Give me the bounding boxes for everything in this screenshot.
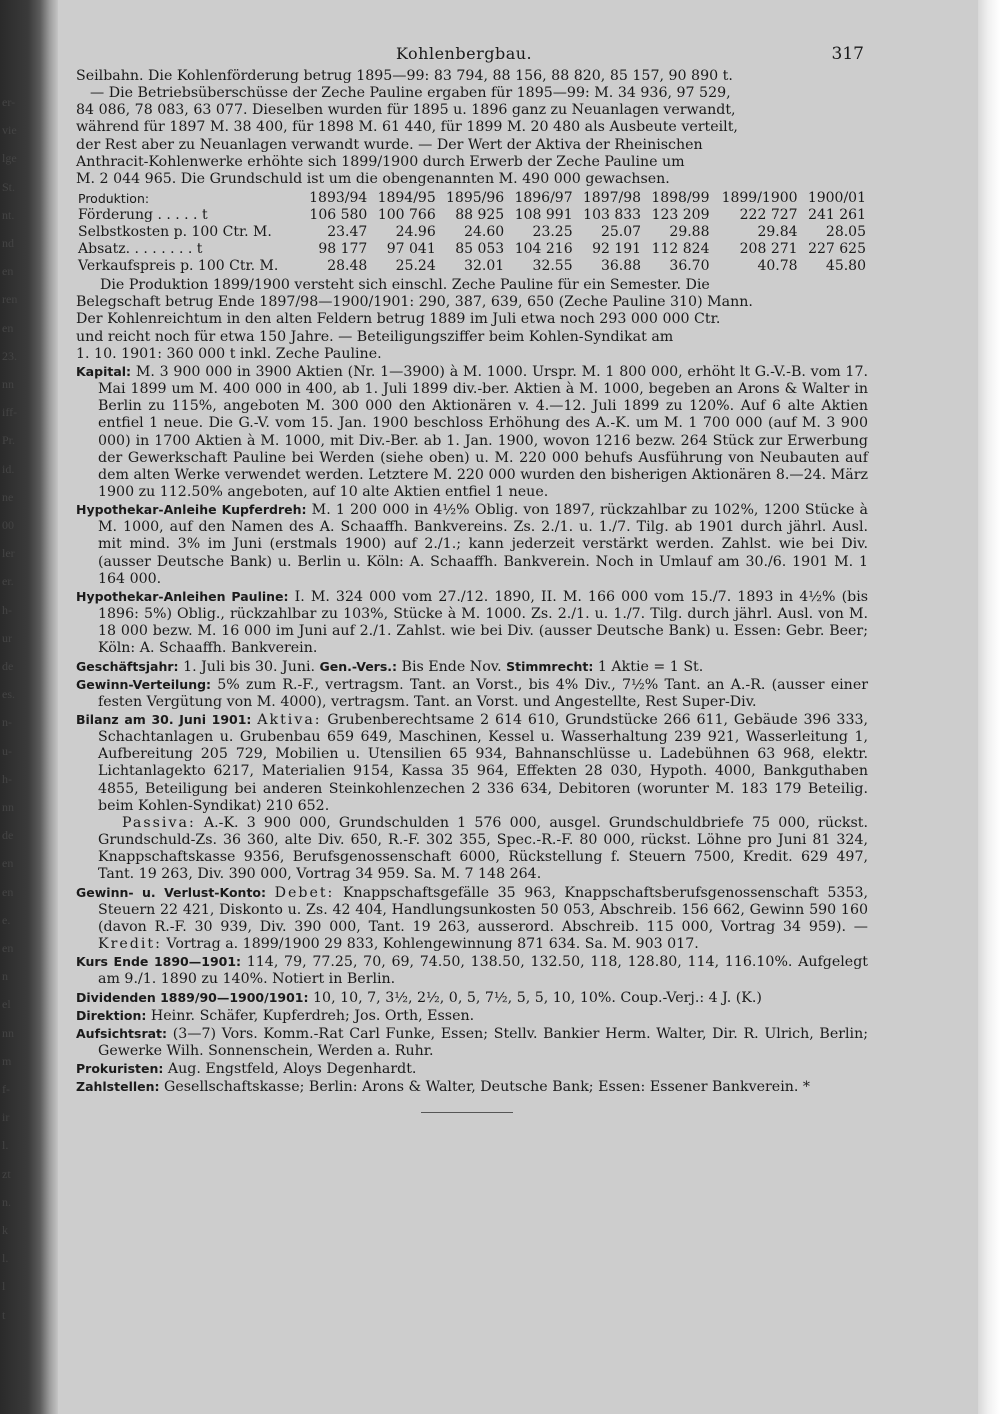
margin-fragment: de	[2, 659, 14, 673]
anleihe-kupferdreh-heading: Hypothekar-Anleihe Kupferdreh:	[76, 502, 307, 518]
table-row	[76, 258, 868, 275]
text-line: Der Kohlenreichtum in den alten Feldern betrug 1889 im Juli etwa noch 293 000 000 Ctr.	[76, 311, 721, 328]
kapital-section	[76, 363, 868, 501]
table-cell: 29.84	[757, 224, 798, 241]
margin-fragment: en	[2, 856, 14, 871]
geschaeftsjahr-section	[76, 658, 868, 676]
dividenden-heading: Dividenden 1889/90—1900/1901:	[76, 989, 309, 1005]
row-label: Verkaufspreis p. 100 Ctr. M.	[78, 258, 279, 275]
direktion-text: Heinr. Schäfer, Kupferdreh; Jos. Orth, Essen.	[150, 1007, 475, 1024]
text-line: M. 2 044 965. Die Grundschuld ist um die obengenannten M. 490 000 gewachsen.	[76, 170, 670, 187]
text-line: Belegschaft betrug Ende 1897/98—1900/1901: 290, 387, 639, 650 (Zeche Pauline 310) Mann.	[76, 294, 753, 311]
geschaeftsjahr-heading: Geschäftsjahr:	[76, 658, 179, 674]
margin-fragment: ir	[2, 1110, 10, 1125]
table-cell: 32.55	[532, 258, 573, 275]
table-cell: 100 766	[377, 207, 436, 224]
table-cell: 23.25	[532, 224, 573, 241]
debet-label: Debet:	[274, 884, 335, 901]
aufsichtsrat-section	[76, 1025, 868, 1060]
stimmrecht-heading: Stimmrecht:	[506, 658, 594, 674]
column-header: 1900/01	[807, 190, 866, 207]
table-cell: 40.78	[757, 258, 798, 275]
table-cell: 108 991	[514, 207, 573, 224]
kapital-text: M. 3 900 000 in 3900 Aktien (Nr. 1—3900) à M. 1000. Urspr. M. 1 800 000, erhöht lt G.-V.-B. vom 17. Mai 1899 um M. 400 000 in 400, ab 1. Juli 1899 div.-ber. Aktien à M. 1000, begeben an Arons & Walter in Berlin zu 115%, angeboten M. 300 000 den Aktionären v. 4.—12. Juli 1899 zu 120%. Auf 6 alte Aktien entfiel 1 neue. Die G.-V. vom 15. Jan. 1900 beschloss Erhöhung des A.-K. um M. 1 700 000 (auf M. 3 900 000) in 1700 Aktien à M. 1000, mit Div.-Ber. ab 1. Jan. 1900, wovon 1216 bezw. 264 Stück zur Erwerbung der Gewerkschaft Pauline bei Werden (siehe oben) u. M. 220 000 behufs Ausführung von Neubauten auf dem alten Werke verwendet werden. Letztere M. 220 000 wurden den bisherigen Aktionären 8.—24. März 1900 zu 112.50% angeboten, auf 10 alte Aktien entfiel 1 neue.	[98, 363, 868, 500]
table-cell: 24.96	[395, 224, 436, 241]
margin-fragment: Pr.	[2, 433, 16, 448]
kurs-heading: Kurs Ende 1890—1901:	[76, 954, 242, 970]
page-edge	[978, 0, 1000, 1414]
text-line: — Die Betriebsüberschüsse der Zeche Pauline ergaben für 1895—99: M. 34 936, 97 529,	[90, 85, 731, 102]
margin-fragment: el	[2, 997, 11, 1012]
table-row	[76, 224, 868, 241]
aktiva-label: Aktiva:	[257, 712, 322, 728]
margin-fragment: nd	[2, 236, 14, 250]
margin-fragment: ne	[2, 489, 14, 504]
margin-fragment: en	[2, 884, 14, 899]
gewinn-verlust-heading: Gewinn- u. Verlust-Konto:	[76, 884, 267, 900]
prokuristen-heading: Prokuristen:	[76, 1061, 164, 1077]
margin-fragment: k	[2, 1223, 8, 1237]
row-label: Förderung . . . . . t	[78, 207, 208, 224]
bilanz-heading: Bilanz am 30. Juni 1901:	[76, 712, 252, 727]
margin-fragment: nn	[2, 800, 14, 814]
table-cell: 97 041	[386, 241, 436, 258]
production-table	[76, 190, 868, 275]
anleihen-pauline-section	[76, 588, 868, 658]
text-line: 1. 10. 1901: 360 000 t inkl. Zeche Pauline.	[76, 345, 382, 362]
aktiva-text: Grubenberechtsame 2 614 610, Grundstücke 266 611, Gebäude 396 333, Schachtanlagen u. Grubenbau 659 649, Maschinen, Kessel u. Wasserhaltung 239 921, Wasserleitung 1, Aufbereitung 205 729, Mobilien u. Utensilien 65 934, Bahnanschlüsse u. Ladebühnen 63 968, elektr. Lichtanlagekto 6217, Materialien 9154, Kassa 35 964, Effekten 28 030, Hypoth. 4000, Bankguthaben 4855, Beteiligung bei anderen Steinkohlenzechen 2 336 634, Debitoren (worunter M. 183 179 Beteilig. beim Kohlen-Syndikat) 210 652.	[98, 712, 869, 814]
table-cell: 36.88	[600, 258, 642, 275]
table-cell: 241 261	[808, 207, 866, 224]
anleihen-pauline-text: I. M. 324 000 vom 27./12. 1890, II. M. 166 000 vom 15./7. 1893 in 4½% (bis 1896: 5%) Oblig., rückzahlbar zu 103%, Stücke à M. 1000. Zs. 2./1. u. 1./7. Tilg. durch jährl. Ausl. von M. 18 000 bezw. M. 16 000 im Juni auf 2./1. Zahlst. wie bei Div. (ausser Deutsche Bank) u. Essen: Gebr. Beer; Köln: A. Schaaffh. Bankverein.	[98, 588, 869, 657]
aufsichtsrat-heading: Aufsichtsrat:	[76, 1025, 168, 1041]
gewinn-verteilung-section	[76, 676, 868, 711]
gewinn-verteilung-text: 5% zum R.-F., vertragsm. Tant. an Vorst., bis 4% Div., 7½% Tant. an A.-R. (ausser einer festen Vergütung von M. 4000), vertragsm. Tant. an Vorst. und Angestellte, Rest Super-Div.	[98, 676, 868, 710]
passiva-label: Passiva:	[122, 814, 196, 831]
table-cell: 25.07	[600, 224, 642, 241]
margin-fragment: l.	[2, 1138, 9, 1153]
zahlstellen-text: Gesellschaftskasse; Berlin: Arons & Walter, Deutsche Bank; Essen: Essener Bankverein. *	[164, 1079, 810, 1096]
kapital-heading: Kapital:	[76, 363, 132, 379]
margin-fragment: n.	[2, 1194, 11, 1209]
passiva-section	[76, 815, 868, 884]
margin-fragment: ren	[2, 292, 18, 307]
margin-fragment: es.	[2, 687, 15, 702]
kredit-text: Vortrag a. 1899/1900 29 833, Kohlengewinnung 871 634. Sa. M. 903 017.	[166, 936, 699, 953]
table-row	[76, 241, 868, 258]
table-cell: 32.01	[464, 258, 505, 275]
margin-fragment: de	[2, 828, 14, 843]
margin-fragment: 23.	[2, 348, 17, 363]
anleihen-pauline-heading: Hypothekar-Anleihen Pauline:	[76, 588, 289, 604]
column-header: 1898/99	[651, 190, 710, 207]
table-cell: 36.70	[669, 258, 710, 275]
prokuristen-section	[76, 1060, 868, 1078]
table-cell: 123 209	[651, 207, 710, 224]
zahlstellen-section	[76, 1078, 868, 1096]
table-cell: 92 191	[592, 241, 642, 258]
kurs-section	[76, 953, 868, 988]
aufsichtsrat-text: (3—7) Vors. Komm.-Rat Carl Funke, Essen; Stellv. Bankier Herm. Walter, Dir. R. Ulrich, Berlin; Gewerke Wilh. Sonnenschein, Werden a. Ruhr.	[98, 1025, 868, 1059]
passiva-text: A.-K. 3 900 000, Grundschulden 1 576 000, ausgel. Grundschuldbriefe 75 000, rückst. Grundschuld-Zs. 36 360, alte Div. 650, R.-F. 302 355, Spec.-R.-F. 80 000, rückst. Löhne pro Juni 81 324, Knappschaftskasse 9356, Berufsgenossenschaft 6000, Rückstellung f. Steuern 7500, Kredit. 629 497, Tant. 19 263, Div. 390 000, Vortrag 34 959. Sa. M. 7 148 264.	[98, 814, 868, 883]
table-cell: 29.88	[669, 224, 710, 241]
gewinn-verteilung-heading: Gewinn-Verteilung:	[76, 676, 212, 692]
text-line: und reicht noch für etwa 150 Jahre. — Beteiligungsziffer beim Kohlen-Syndikat am	[76, 328, 674, 345]
margin-fragment: nn	[2, 1025, 14, 1040]
margin-fragment: f-	[2, 1082, 10, 1096]
text-line: 84 086, 78 083, 63 077. Dieselben wurden für 1895 u. 1896 ganz zu Neuanlagen verwandt,	[76, 102, 736, 119]
text-line: der Rest aber zu Neuanlagen verwandt wurde. — Der Wert der Aktiva der Rheinischen	[76, 136, 703, 153]
margin-fragment: er.	[2, 574, 14, 589]
margin-fragment: en	[2, 320, 14, 335]
table-cell: 24.60	[464, 224, 505, 241]
column-header: 1897/98	[582, 190, 642, 207]
intro-paragraph	[76, 68, 868, 188]
table-cell: 28.48	[327, 258, 368, 275]
margin-fragment: ur	[2, 630, 12, 645]
production-notes	[76, 277, 868, 363]
anleihe-kupferdreh-section	[76, 501, 868, 588]
table-cell: 106 580	[309, 207, 368, 224]
table-cell: 103 833	[583, 207, 642, 224]
zahlstellen-heading: Zahlstellen:	[76, 1079, 160, 1095]
column-header: 1899/1900	[721, 190, 798, 207]
text-line: Seilbahn. Die Kohlenförderung betrug 1895—99: 83 794, 88 156, 88 820, 85 157, 90 890 t.	[76, 68, 733, 84]
gen-vers-heading: Gen.-Vers.:	[319, 658, 398, 674]
margin-fragment: vie	[2, 123, 17, 138]
column-header: 1895/96	[446, 190, 505, 207]
anleihe-kupferdreh-text: M. 1 200 000 in 4½% Oblig. von 1897, rückzahlbar zu 102%, 1200 Stücke à M. 1000, auf den Namen des A. Schaaffh. Bankvereins. Zs. 2./1. u. 1./7. Tilg. ab 1901 durch jährl. Ausl. mit mind. 3% im Juni (erstmals 1900) auf 2./1.; kann jederzeit verstärkt werden. Zahlst. wie bei Div. (ausser Deutsche Bank) u. Berlin u. Köln: A. Schaaffh. Bankverein. Noch in Umlauf am 30./6. 1901 M. 1 164 000.	[98, 502, 869, 587]
gen-vers-value: Bis Ende Nov.	[401, 658, 502, 675]
margin-fragment: ler	[2, 546, 15, 561]
margin-fragment: u-	[2, 743, 12, 758]
margin-fragment: l	[2, 1279, 6, 1294]
table-cell: 85 053	[455, 241, 505, 258]
margin-fragment: e.	[2, 912, 11, 927]
column-header: 1894/95	[377, 190, 436, 207]
text-line: Anthracit-Kohlenwerke erhöhte sich 1899/1900 durch Erwerb der Zeche Pauline um	[76, 153, 685, 170]
row-label: Absatz. . . . . . . . t	[78, 241, 203, 258]
dividenden-section	[76, 989, 868, 1007]
page-body	[76, 68, 868, 1113]
table-cell: 28.05	[825, 224, 866, 241]
stimmrecht-value: 1 Aktie = 1 St.	[597, 658, 704, 675]
margin-fragment: 00	[2, 518, 14, 532]
direktion-section	[76, 1007, 868, 1025]
column-header: 1896/97	[514, 190, 573, 207]
text-line: Die Produktion 1899/1900 versteht sich einschl. Zeche Pauline für ein Semester. Die	[100, 277, 710, 294]
table-cell: 112 824	[651, 241, 710, 258]
margin-fragment: id.	[2, 461, 15, 476]
margin-fragment: nt.	[2, 207, 15, 222]
kurs-text: 114, 79, 77.25, 70, 69, 74.50, 138.50, 132.50, 118, 128.80, 114, 116.10%. Aufgelegt am 9./1. 1890 zu 140%. Notiert in Berlin.	[98, 954, 868, 988]
margin-fragment: St.	[2, 179, 16, 194]
debet-text: Knappschaftsgefälle 35 963, Knappschaftsberufsgenossenschaft 5353, Steuern 22 421, Diskonto u. Zs. 42 404, Handlungsunkosten 50 053, Abschreib. 156 662, Gewinn 590 160 (davon R.-F. 30 939, Div. 390 000, Tant. 19 263, ausserord. Abschreib. 115 000, Vortrag 34 959). —	[98, 884, 868, 935]
direktion-heading: Direktion:	[76, 1007, 147, 1023]
geschaeftsjahr-value: 1. Juli bis 30. Juni.	[183, 658, 316, 675]
table-row	[76, 207, 868, 224]
table-cell: 45.80	[825, 258, 866, 275]
margin-fragment: h-	[2, 771, 12, 786]
table-cell: 104 216	[514, 241, 573, 258]
kredit-label: Kredit:	[98, 936, 162, 953]
margin-fragment: er-	[2, 95, 16, 109]
margin-fragment: l.	[2, 1251, 9, 1266]
running-title: Kohlenbergbau.	[396, 44, 533, 63]
row-label: Selbstkosten p. 100 Ctr. M.	[78, 224, 272, 241]
margin-fragment: h-	[2, 602, 12, 617]
table-cell: 222 727	[739, 207, 798, 224]
table-cell: 208 271	[739, 241, 798, 258]
margin-fragment: n-	[2, 715, 12, 730]
margin-fragment: en	[2, 264, 14, 279]
margin-fragment: lge	[2, 151, 17, 166]
running-head	[76, 44, 868, 68]
table-cell: 25.24	[395, 258, 436, 275]
production-heading: Produktion:	[78, 191, 150, 207]
page-number: 317	[831, 44, 864, 64]
table-cell: 23.47	[327, 224, 368, 241]
column-header: 1893/94	[309, 190, 368, 207]
margin-fragment: n	[2, 969, 8, 984]
closing-rule	[421, 1112, 513, 1113]
production-header-row	[76, 190, 868, 207]
bilanz-section	[76, 711, 868, 815]
text-line: während für 1897 M. 38 400, für 1898 M. 61 440, für 1899 M. 20 480 als Ausbeute verteilt,	[76, 119, 738, 136]
gewinn-verlust-section	[76, 884, 868, 954]
margin-fragment: t	[2, 1307, 6, 1322]
margin-fragment: nn	[2, 377, 14, 391]
prokuristen-text: Aug. Engstfeld, Aloys Degenhardt.	[167, 1061, 417, 1078]
table-cell: 227 625	[808, 241, 866, 258]
dividenden-text: 10, 10, 7, 3½, 2½, 0, 5, 7½, 5, 5, 10, 10%. Coup.-Verj.: 4 J. (K.)	[313, 989, 762, 1006]
margin-fragment: zt	[2, 1166, 11, 1181]
margin-fragment: en	[2, 941, 14, 955]
page	[76, 44, 868, 1113]
margin-fragment: m	[2, 1053, 12, 1068]
margin-fragment: iff-	[2, 405, 18, 420]
table-cell: 98 177	[318, 241, 368, 258]
table-cell: 88 925	[455, 207, 505, 224]
